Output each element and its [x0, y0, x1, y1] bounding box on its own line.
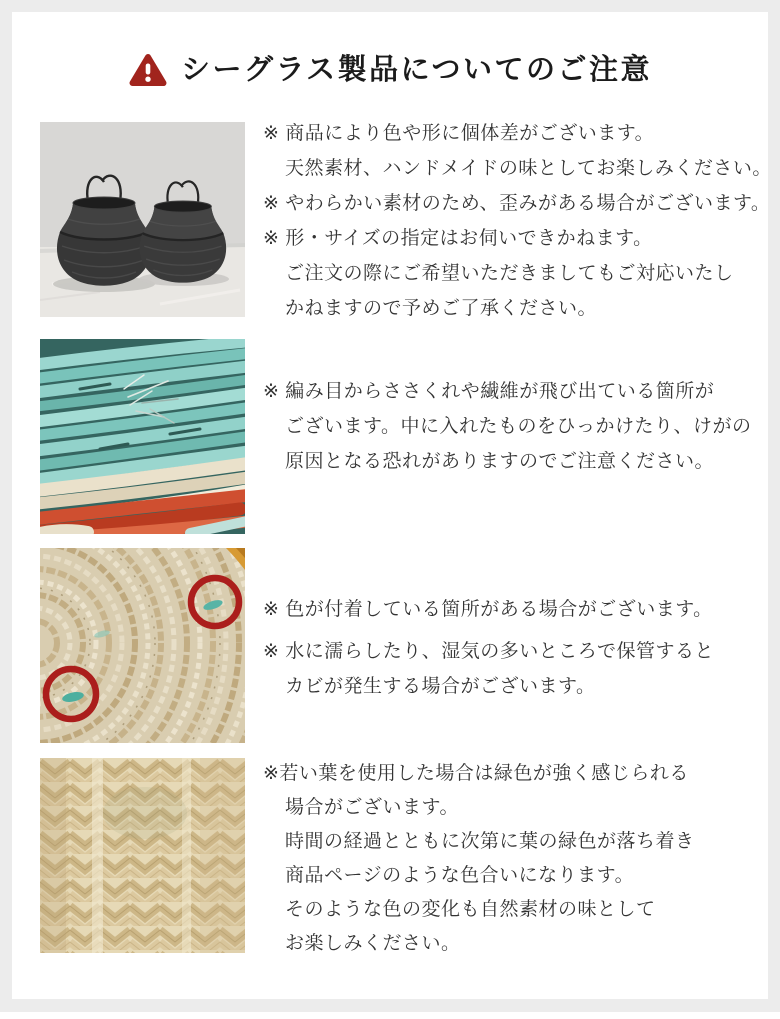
- notice-line: 場合がございます。: [285, 797, 459, 818]
- notice-header: [12, 12, 768, 88]
- notice-panel: [12, 12, 772, 999]
- notice-text-block: [263, 116, 772, 326]
- warning-triangle-icon: [128, 52, 168, 88]
- notice-line: ※ 色が付着している箇所がある場合がございます。: [263, 599, 713, 620]
- notice-section-green-color-change: [12, 758, 768, 961]
- notice-line: カビが発生する場合がございます。: [285, 676, 596, 697]
- notice-text-block: [263, 339, 751, 479]
- natural-herringbone-weave-photo: [40, 758, 245, 953]
- notice-text-block: [263, 548, 714, 704]
- notice-line: ※ 商品により色や形に個体差がございます。: [263, 123, 655, 144]
- woven-surface-color-spots-photo: [40, 548, 245, 743]
- page-title: シーグラス製品についてのご注意: [180, 54, 653, 86]
- notice-line: ※ 編み目からささくれや繊維が飛び出ている箇所が: [263, 381, 715, 402]
- black-seagrass-belly-baskets-photo: [40, 122, 245, 317]
- notice-line: 原因となる恐れがありますのでご注意ください。: [285, 451, 715, 472]
- notice-line: ※ 水に濡らしたり、湿気の多いところで保管すると: [263, 641, 715, 662]
- notice-line: かねますので予めご了承ください。: [285, 298, 598, 319]
- notice-section-color-spots: [12, 548, 768, 743]
- notice-section-individual-differences: [12, 122, 772, 326]
- notice-line: ご注文の際にご希望いただきましてもご対応いたし: [285, 263, 734, 284]
- notice-line: ※若い葉を使用した場合は緑色が強く感じられる: [263, 763, 689, 784]
- notice-line: お楽しみください。: [285, 933, 461, 954]
- notice-line: 商品ページのような色合いになります。: [285, 865, 635, 886]
- notice-line: そのような色の変化も自然素材の味として: [285, 899, 656, 920]
- notice-text-block: [263, 757, 695, 961]
- notice-line: 時間の経過とともに次第に葉の緑色が落ち着き: [285, 831, 695, 852]
- notice-line: ※ 形・サイズの指定はお伺いできかねます。: [263, 228, 653, 249]
- notice-line: ございます。中に入れたものをひっかけたり、けがの: [285, 416, 752, 437]
- teal-seagrass-weave-closeup-photo: [40, 339, 245, 534]
- notice-line: 天然素材、ハンドメイドの味としてお楽しみください。: [285, 158, 772, 179]
- notice-line: ※ やわらかい素材のため、歪みがある場合がございます。: [263, 193, 771, 214]
- notice-section-fibers: [12, 339, 768, 534]
